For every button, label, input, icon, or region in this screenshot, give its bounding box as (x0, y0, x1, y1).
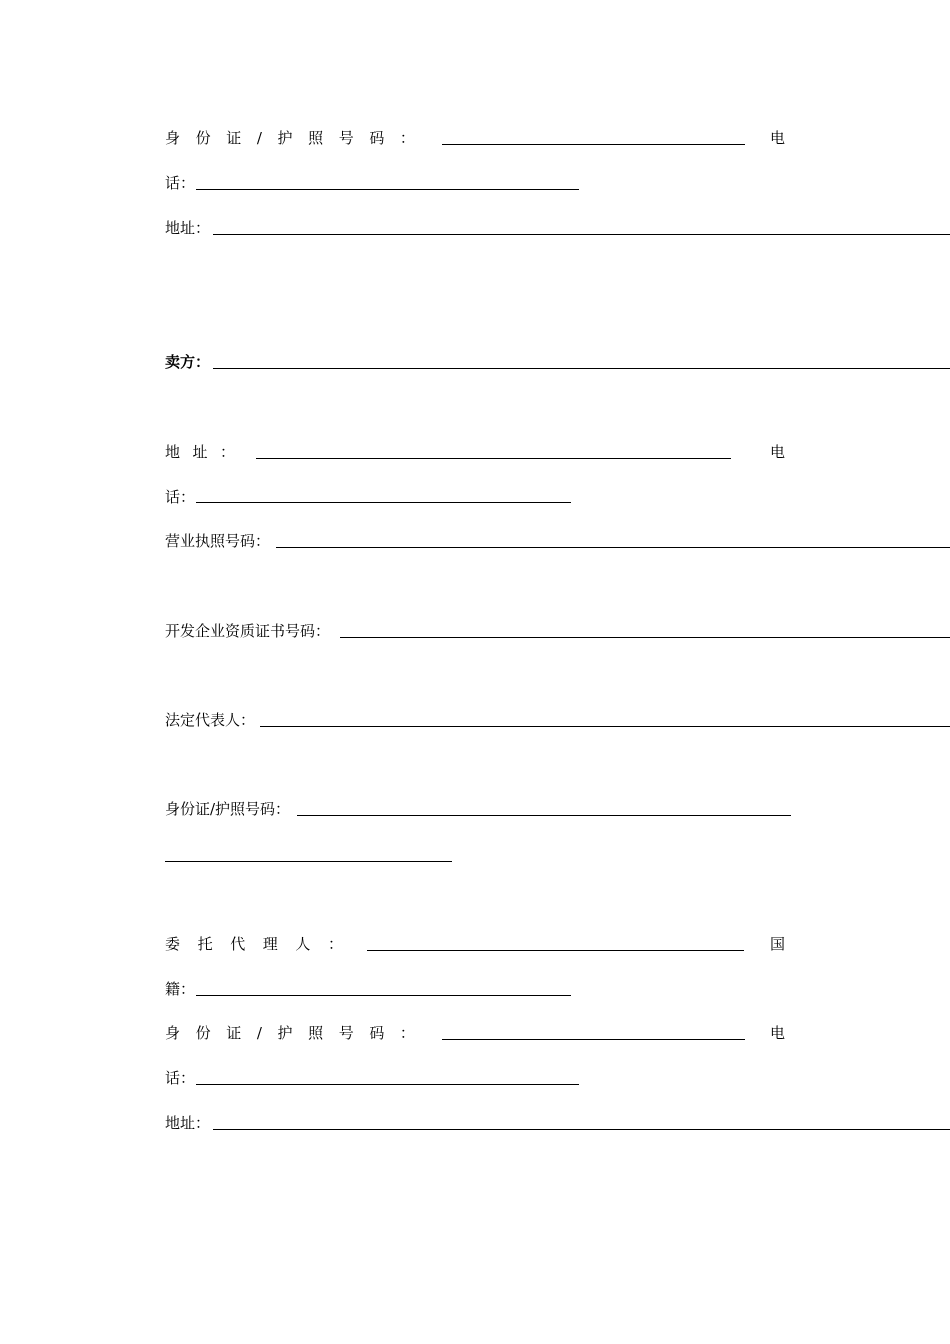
legal-rep-field[interactable] (260, 726, 950, 727)
id-label-char: 证 (226, 1024, 242, 1042)
agent-label-row (165, 934, 343, 954)
seller-address-char: 址 (192, 443, 208, 461)
phone-label-part-1-agent: 电 (770, 1024, 786, 1042)
seller-phone-label-part-1: 电 (770, 443, 786, 461)
id-label-char: 号 (338, 129, 354, 147)
agent-label-char: 人 (295, 935, 311, 953)
business-license-field[interactable] (276, 547, 950, 548)
id-label-char: 码 (369, 129, 385, 147)
agent-label-char: 委 (165, 935, 181, 953)
qualification-field[interactable] (340, 637, 950, 638)
id-label-char: 护 (277, 129, 293, 147)
qualification-label: 开发企业资质证书号码： (165, 622, 331, 640)
id-label-char: / (256, 1024, 262, 1042)
agent-field[interactable] (367, 950, 744, 951)
id-label-char: 证 (226, 129, 242, 147)
id-label-char: 号 (338, 1024, 354, 1042)
id-passport-label-row-1 (165, 128, 415, 148)
nationality-label-part-1: 国 (770, 935, 786, 953)
id-label-char: ： (399, 1024, 415, 1042)
agent-label-char: 托 (197, 935, 213, 953)
id-label-char: 身 (165, 129, 181, 147)
seller-label: 卖方： (165, 353, 211, 371)
seller-address-char: ： (219, 443, 235, 461)
id-passport-field-2[interactable] (442, 1039, 745, 1040)
seller-id-field[interactable] (297, 815, 791, 816)
seller-id-label: 身份证/护照号码： (165, 800, 291, 818)
seller-address-char: 地 (165, 443, 181, 461)
agent-label-char: 理 (262, 935, 278, 953)
seller-address-field[interactable] (256, 458, 731, 459)
address-label-1: 地址： (165, 219, 211, 237)
id-label-char: 身 (165, 1024, 181, 1042)
legal-rep-label: 法定代表人： (165, 711, 256, 729)
phone-label-part-1: 电 (770, 129, 786, 147)
seller-phone-label-part-2: 话： (165, 488, 196, 506)
nationality-label-part-2: 籍： (165, 980, 196, 998)
phone-field-1[interactable] (196, 189, 579, 190)
phone-field-agent[interactable] (196, 1084, 579, 1085)
id-label-char: ： (399, 129, 415, 147)
address-field-agent[interactable] (213, 1129, 950, 1130)
seller-phone-field[interactable] (196, 502, 571, 503)
id-passport-label-row-2 (165, 1023, 415, 1043)
phone-label-part-2: 话： (165, 174, 196, 192)
seller-field[interactable] (213, 368, 950, 369)
id-label-char: 份 (195, 129, 211, 147)
id-label-char: 照 (308, 1024, 324, 1042)
phone-label-part-2-agent: 话： (165, 1069, 196, 1087)
id-label-char: / (256, 129, 262, 147)
id-label-char: 照 (308, 129, 324, 147)
id-passport-field-1[interactable] (442, 144, 745, 145)
seller-id-field-continuation[interactable] (165, 861, 452, 862)
address-field-1[interactable] (213, 234, 950, 235)
agent-label-char: 代 (230, 935, 246, 953)
id-label-char: 份 (195, 1024, 211, 1042)
address-label-agent: 地址： (165, 1114, 211, 1132)
id-label-char: 码 (369, 1024, 385, 1042)
business-license-label: 营业执照号码： (165, 532, 271, 550)
id-label-char: 护 (277, 1024, 293, 1042)
nationality-field[interactable] (196, 995, 571, 996)
seller-address-label-row (165, 442, 235, 462)
agent-label-char: ： (327, 935, 343, 953)
